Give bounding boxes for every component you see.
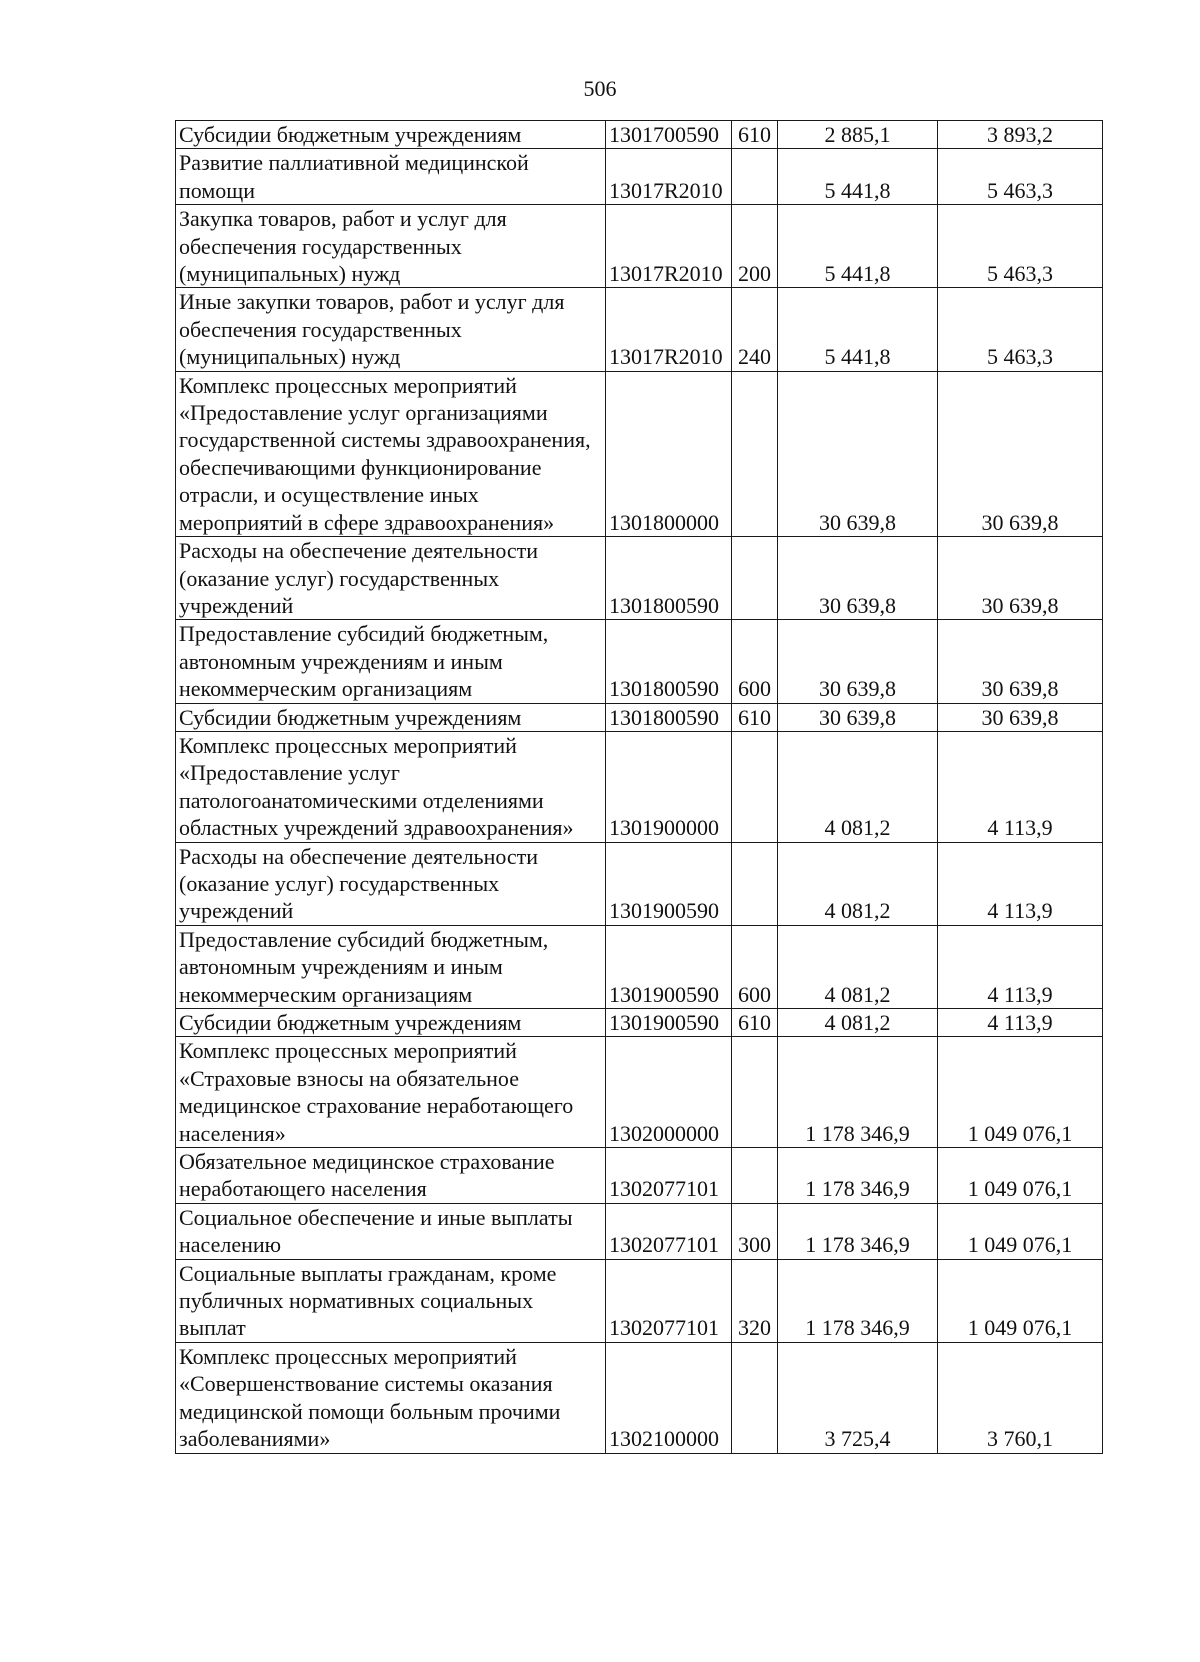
cell-expense-type: 610 xyxy=(732,121,778,149)
cell-name: Развитие паллиативной медицинской помощи xyxy=(176,149,606,205)
cell-amount-year-1: 30 639,8 xyxy=(778,371,938,536)
cell-amount-year-1: 5 441,8 xyxy=(778,288,938,371)
cell-target-code: 1302077101 xyxy=(606,1259,732,1342)
budget-table-body xyxy=(176,121,1103,1454)
cell-expense-type: 600 xyxy=(732,620,778,703)
table-row xyxy=(176,703,1103,731)
cell-name: Социальное обеспечение и иные выплаты населению xyxy=(176,1203,606,1259)
table-row xyxy=(176,1148,1103,1204)
cell-expense-type xyxy=(732,149,778,205)
cell-amount-year-2: 3 760,1 xyxy=(938,1342,1103,1453)
table-row xyxy=(176,205,1103,288)
cell-expense-type: 610 xyxy=(732,1009,778,1037)
table-row xyxy=(176,537,1103,620)
cell-amount-year-1: 3 725,4 xyxy=(778,1342,938,1453)
cell-expense-type xyxy=(732,371,778,536)
cell-target-code: 13017R2010 xyxy=(606,288,732,371)
cell-name: Субсидии бюджетным учреждениям xyxy=(176,703,606,731)
cell-amount-year-1: 2 885,1 xyxy=(778,121,938,149)
cell-amount-year-2: 4 113,9 xyxy=(938,1009,1103,1037)
cell-expense-type xyxy=(732,537,778,620)
cell-amount-year-1: 1 178 346,9 xyxy=(778,1148,938,1204)
cell-amount-year-1: 30 639,8 xyxy=(778,703,938,731)
table-row xyxy=(176,1037,1103,1148)
cell-amount-year-1: 30 639,8 xyxy=(778,537,938,620)
budget-table xyxy=(175,120,1103,1454)
cell-expense-type: 610 xyxy=(732,703,778,731)
table-row xyxy=(176,1009,1103,1037)
cell-target-code: 1302000000 xyxy=(606,1037,732,1148)
cell-name: Субсидии бюджетным учреждениям xyxy=(176,1009,606,1037)
cell-amount-year-2: 1 049 076,1 xyxy=(938,1037,1103,1148)
cell-name: Комплекс процессных мероприятий «Страховые взносы на обязательное медицинское страхование неработающего населения» xyxy=(176,1037,606,1148)
cell-name: Субсидии бюджетным учреждениям xyxy=(176,121,606,149)
cell-target-code: 1301900590 xyxy=(606,925,732,1008)
table-row xyxy=(176,1203,1103,1259)
table-row xyxy=(176,620,1103,703)
table-row xyxy=(176,121,1103,149)
table-row xyxy=(176,1342,1103,1453)
cell-target-code: 1301900590 xyxy=(606,842,732,925)
cell-amount-year-1: 4 081,2 xyxy=(778,731,938,842)
cell-target-code: 1302077101 xyxy=(606,1148,732,1204)
cell-amount-year-2: 30 639,8 xyxy=(938,703,1103,731)
cell-expense-type xyxy=(732,1037,778,1148)
cell-expense-type xyxy=(732,731,778,842)
page-number: 506 xyxy=(583,76,617,101)
cell-name: Комплекс процессных мероприятий «Предоставление услуг патологоанатомическими отделениями областных учреждений здравоохранения» xyxy=(176,731,606,842)
cell-name: Иные закупки товаров, работ и услуг для обеспечения государственных (муниципальных) нужд xyxy=(176,288,606,371)
cell-amount-year-2: 5 463,3 xyxy=(938,288,1103,371)
table-row xyxy=(176,842,1103,925)
cell-target-code: 1301800590 xyxy=(606,537,732,620)
cell-amount-year-1: 1 178 346,9 xyxy=(778,1203,938,1259)
cell-name: Комплекс процессных мероприятий «Совершенствование системы оказания медицинской помощи больным прочими заболеваниями» xyxy=(176,1342,606,1453)
cell-amount-year-2: 4 113,9 xyxy=(938,925,1103,1008)
cell-amount-year-1: 1 178 346,9 xyxy=(778,1259,938,1342)
cell-amount-year-1: 4 081,2 xyxy=(778,925,938,1008)
table-row xyxy=(176,149,1103,205)
cell-amount-year-1: 30 639,8 xyxy=(778,620,938,703)
cell-amount-year-2: 4 113,9 xyxy=(938,731,1103,842)
cell-amount-year-2: 30 639,8 xyxy=(938,620,1103,703)
cell-name: Комплекс процессных мероприятий «Предоставление услуг организациями государственной системы здравоохранения, обеспечивающими функционирование отрасли, и осуществление иных мероприятий в сфере здравоохранения» xyxy=(176,371,606,536)
cell-amount-year-2: 3 893,2 xyxy=(938,121,1103,149)
cell-target-code: 1301800000 xyxy=(606,371,732,536)
cell-name: Расходы на обеспечение деятельности (оказание услуг) государственных учреждений xyxy=(176,842,606,925)
cell-expense-type: 300 xyxy=(732,1203,778,1259)
cell-target-code: 1301900000 xyxy=(606,731,732,842)
cell-expense-type: 200 xyxy=(732,205,778,288)
cell-expense-type xyxy=(732,842,778,925)
cell-target-code: 13017R2010 xyxy=(606,205,732,288)
cell-target-code: 1302100000 xyxy=(606,1342,732,1453)
cell-name: Обязательное медицинское страхование неработающего населения xyxy=(176,1148,606,1204)
table-row xyxy=(176,731,1103,842)
cell-amount-year-1: 5 441,8 xyxy=(778,149,938,205)
table-row xyxy=(176,925,1103,1008)
cell-amount-year-1: 5 441,8 xyxy=(778,205,938,288)
cell-target-code: 1301700590 xyxy=(606,121,732,149)
cell-target-code: 1302077101 xyxy=(606,1203,732,1259)
cell-target-code: 1301900590 xyxy=(606,1009,732,1037)
cell-amount-year-2: 1 049 076,1 xyxy=(938,1259,1103,1342)
table-row xyxy=(176,371,1103,536)
cell-name: Расходы на обеспечение деятельности (оказание услуг) государственных учреждений xyxy=(176,537,606,620)
cell-expense-type: 320 xyxy=(732,1259,778,1342)
cell-amount-year-2: 30 639,8 xyxy=(938,537,1103,620)
cell-amount-year-2: 5 463,3 xyxy=(938,205,1103,288)
cell-amount-year-2: 4 113,9 xyxy=(938,842,1103,925)
cell-target-code: 13017R2010 xyxy=(606,149,732,205)
cell-expense-type: 600 xyxy=(732,925,778,1008)
cell-amount-year-2: 30 639,8 xyxy=(938,371,1103,536)
cell-amount-year-1: 4 081,2 xyxy=(778,1009,938,1037)
table-row xyxy=(176,1259,1103,1342)
cell-amount-year-1: 4 081,2 xyxy=(778,842,938,925)
cell-amount-year-1: 1 178 346,9 xyxy=(778,1037,938,1148)
cell-name: Закупка товаров, работ и услуг для обеспечения государственных (муниципальных) нужд xyxy=(176,205,606,288)
cell-expense-type xyxy=(732,1148,778,1204)
cell-expense-type xyxy=(732,1342,778,1453)
cell-target-code: 1301800590 xyxy=(606,703,732,731)
table-row xyxy=(176,288,1103,371)
cell-name: Предоставление субсидий бюджетным, автономным учреждениям и иным некоммерческим организациям xyxy=(176,620,606,703)
cell-expense-type: 240 xyxy=(732,288,778,371)
cell-name: Социальные выплаты гражданам, кроме публичных нормативных социальных выплат xyxy=(176,1259,606,1342)
cell-name: Предоставление субсидий бюджетным, автономным учреждениям и иным некоммерческим организациям xyxy=(176,925,606,1008)
cell-amount-year-2: 5 463,3 xyxy=(938,149,1103,205)
cell-target-code: 1301800590 xyxy=(606,620,732,703)
cell-amount-year-2: 1 049 076,1 xyxy=(938,1203,1103,1259)
cell-amount-year-2: 1 049 076,1 xyxy=(938,1148,1103,1204)
